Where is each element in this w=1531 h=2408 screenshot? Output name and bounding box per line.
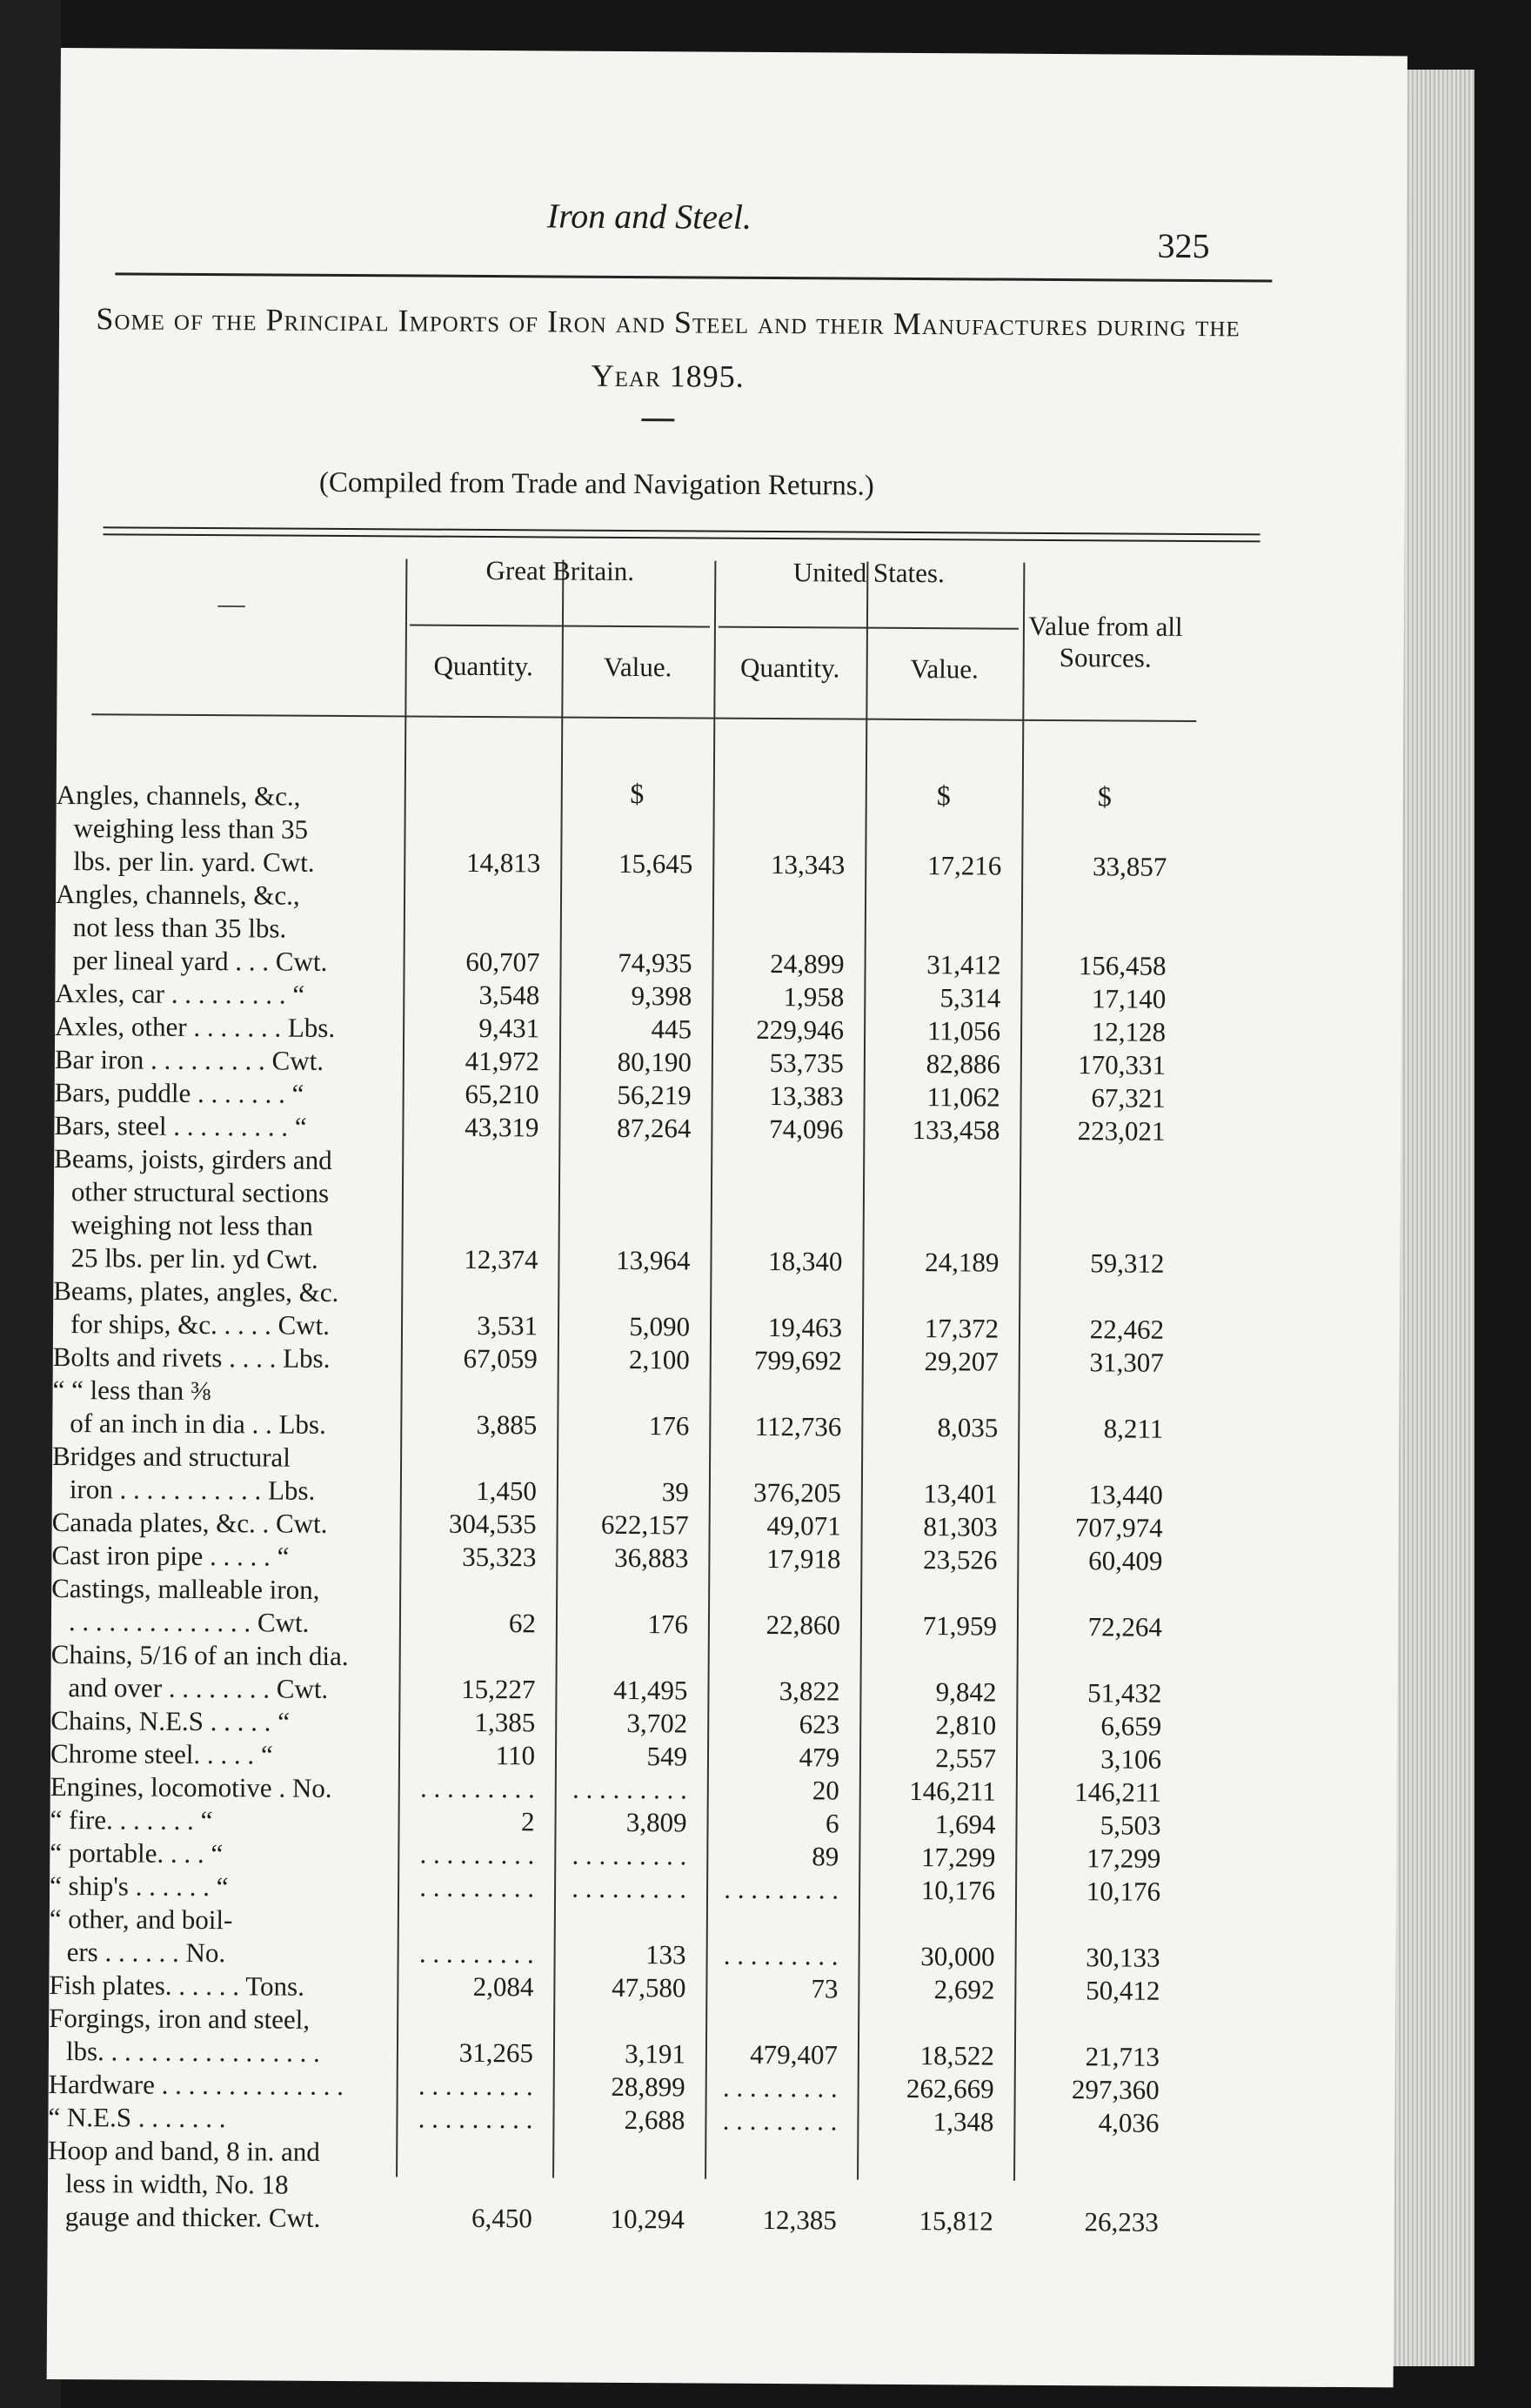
table-cell-gb-value: 15,645 bbox=[618, 847, 693, 880]
table-cell-total-value: 30,133 bbox=[1086, 1942, 1160, 1973]
row-label: weighing not less than bbox=[70, 1209, 313, 1241]
table-cell-us-quantity: 19,463 bbox=[767, 1311, 843, 1343]
row-label: Canada plates, &c. . Cwt. bbox=[51, 1506, 328, 1539]
table-cell-gb-quantity: 3,885 bbox=[476, 1408, 538, 1441]
table-cell-gb-quantity: 12,374 bbox=[464, 1243, 538, 1275]
table-cell-gb-value: 176 bbox=[647, 1609, 689, 1640]
row-label: Hardware . . . . . . . . . . . . . . bbox=[48, 2068, 344, 2102]
table-cell-total-value: 50,412 bbox=[1086, 1975, 1160, 2006]
row-label: for ships, &c. . . . . Cwt. bbox=[70, 1308, 331, 1341]
table-cell-us-value: 81,303 bbox=[923, 1511, 998, 1542]
table-cell-gb-value: 445 bbox=[651, 1013, 692, 1045]
row-label: Engines, locomotive . No. bbox=[50, 1770, 332, 1803]
table-cell-us-quantity: 112,736 bbox=[754, 1410, 842, 1442]
table-cell-us-value: 31,412 bbox=[926, 949, 1001, 980]
row-label: less in width, No. 18 bbox=[64, 2168, 289, 2200]
table-cell-gb-quantity: 31,265 bbox=[458, 2037, 534, 2069]
table-cell-total-value: 297,360 bbox=[1071, 2074, 1160, 2105]
table-cell-us-quantity: . . . . . . . . . bbox=[722, 2104, 838, 2137]
table-cell-gb-value: 74,935 bbox=[618, 946, 692, 979]
table-cell-total-value: 4,036 bbox=[1098, 2107, 1160, 2138]
table-cell-gb-value: 5,090 bbox=[629, 1311, 691, 1342]
table-cell-gb-value: 13,964 bbox=[616, 1244, 691, 1276]
running-title: Iron and Steel. bbox=[546, 196, 752, 237]
table-cell-us-value: 82,886 bbox=[926, 1048, 1000, 1080]
table-cell-total-value: 170,331 bbox=[1078, 1049, 1166, 1080]
table-cell-us-quantity: 799,692 bbox=[753, 1344, 842, 1376]
row-label: “ fire. . . . . . . “ bbox=[50, 1803, 213, 1836]
table-cell-total-value: 223,021 bbox=[1077, 1115, 1166, 1147]
row-label: Hoop and band, 8 in. and bbox=[48, 2134, 320, 2167]
table-cell-us-quantity: 1,958 bbox=[783, 981, 845, 1013]
column-header-total-value: Value from all Sources. bbox=[1028, 610, 1183, 673]
row-label: lbs. . . . . . . . . . . . . . . . . bbox=[65, 2036, 320, 2068]
header-rule bbox=[115, 272, 1272, 282]
gb-group-rule bbox=[410, 624, 710, 627]
table-cell-us-value: 262,669 bbox=[906, 2072, 994, 2104]
table-cell-gb-quantity: 3,548 bbox=[478, 979, 540, 1011]
table-cell-gb-value: 80,190 bbox=[617, 1046, 692, 1078]
table-cell-gb-quantity: 67,059 bbox=[463, 1342, 538, 1375]
column-header-gb-value: Value. bbox=[603, 651, 672, 683]
table-cell-us-value: 9,842 bbox=[935, 1676, 997, 1708]
row-label: Beams, joists, girders and bbox=[54, 1142, 332, 1175]
table-cell-total-value: 17,140 bbox=[1091, 983, 1167, 1014]
table-cell-total-value: 8,211 bbox=[1103, 1413, 1164, 1444]
table-cell-gb-value: 549 bbox=[646, 1741, 688, 1772]
table-cell-us-value: 15,812 bbox=[919, 2205, 993, 2237]
table-cell-gb-value: 87,264 bbox=[617, 1112, 692, 1144]
table-cell-gb-quantity: 1,450 bbox=[476, 1475, 537, 1507]
table-cell-gb-value: 622,157 bbox=[600, 1508, 689, 1541]
table-cell-gb-value: 3,702 bbox=[626, 1708, 688, 1739]
row-label: . . . . . . . . . . . . . . Cwt. bbox=[68, 1606, 310, 1638]
table-cell-us-value: 2,557 bbox=[935, 1742, 997, 1774]
table-cell-total-value: 707,974 bbox=[1074, 1512, 1163, 1543]
column-header-us-value: Value. bbox=[910, 652, 979, 685]
table-cell-total-value: 51,432 bbox=[1087, 1677, 1162, 1709]
table-heading: Some of the Principal Imports of Iron and Steel and their Manufactures during the Year 1895. bbox=[96, 301, 1240, 394]
table-cell-us-quantity: 24,899 bbox=[770, 948, 845, 980]
table-cell-us-quantity: 73 bbox=[811, 1973, 839, 2004]
table-cell-us-quantity: 376,205 bbox=[753, 1476, 841, 1508]
row-label: Angles, channels, &c., bbox=[55, 878, 300, 911]
table-cell-gb-value: . . . . . . . . . bbox=[572, 1839, 687, 1871]
table-cell-total-value: 72,264 bbox=[1087, 1611, 1163, 1642]
page-number: 325 bbox=[1157, 225, 1210, 266]
table-cell-us-quantity: . . . . . . . . . bbox=[722, 2071, 838, 2104]
table-cell-gb-value: 10,294 bbox=[610, 2203, 685, 2235]
row-label: Forgings, iron and steel, bbox=[49, 2002, 311, 2035]
row-label: Beams, plates, angles, &c. bbox=[53, 1274, 339, 1308]
table-cell-gb-value: 41,495 bbox=[613, 1674, 688, 1706]
group-header-united-states: United States. bbox=[792, 557, 945, 589]
table-cell-us-quantity: 22,860 bbox=[766, 1609, 841, 1641]
row-label: and over . . . . . . . . Cwt. bbox=[68, 1672, 329, 1704]
table-cell-gb-value: . . . . . . . . . bbox=[572, 1872, 687, 1904]
table-cell-gb-value: 133 bbox=[645, 1939, 686, 1970]
table-cell-gb-value: 28,899 bbox=[611, 2070, 685, 2103]
table-cell-gb-quantity: . . . . . . . . . bbox=[419, 1772, 535, 1804]
table-cell-gb-quantity: 35,323 bbox=[462, 1541, 537, 1573]
table-cell-gb-quantity: 2,084 bbox=[472, 1970, 534, 2003]
table-cell-total-value: 33,857 bbox=[1092, 851, 1167, 882]
row-label: weighing less than 35 bbox=[73, 813, 309, 845]
table-cell-gb-quantity: 15,227 bbox=[461, 1673, 536, 1705]
table-cell-us-quantity: . . . . . . . . . bbox=[724, 1873, 839, 1905]
row-label: ers . . . . . . No. bbox=[66, 1936, 226, 1969]
us-group-rule bbox=[719, 626, 1019, 630]
table-cell-us-value: 1,694 bbox=[934, 1809, 996, 1840]
table-cell-gb-quantity: 3,531 bbox=[477, 1309, 538, 1341]
table-cell-gb-quantity: 41,972 bbox=[465, 1045, 540, 1077]
table-cell-us-quantity: 12,385 bbox=[762, 2204, 837, 2236]
table-cell-total-value: 3,106 bbox=[1100, 1743, 1162, 1775]
table-cell-total-value: 17,299 bbox=[1086, 1843, 1161, 1874]
table-cell-gb-quantity: 14,813 bbox=[465, 846, 541, 879]
group-header-great-britain: Great Britain. bbox=[485, 554, 635, 587]
table-cell-us-quantity: 479,407 bbox=[750, 2038, 839, 2070]
table-cell-us-value: 8,035 bbox=[937, 1412, 999, 1443]
table-cell-us-quantity: 623 bbox=[799, 1709, 840, 1740]
table-cell-us-value: 24,189 bbox=[925, 1247, 999, 1278]
currency-symbol-gb-value: $ bbox=[630, 778, 645, 810]
row-label: Castings, malleable iron, bbox=[51, 1572, 320, 1605]
table-cell-gb-value: 56,219 bbox=[617, 1079, 692, 1111]
header-bottom-rule bbox=[91, 713, 1196, 722]
table-cell-total-value: 31,307 bbox=[1089, 1347, 1164, 1378]
row-label: other structural sections bbox=[70, 1176, 330, 1208]
table-cell-us-value: 11,056 bbox=[926, 1015, 1001, 1047]
row-label: “ other, and boil- bbox=[49, 1903, 233, 1936]
table-cell-us-quantity: . . . . . . . . . bbox=[723, 1939, 839, 1971]
table-cell-us-quantity: 229,946 bbox=[756, 1013, 845, 1046]
table-cell-total-value: 13,440 bbox=[1088, 1479, 1163, 1510]
row-label: per lineal yard . . . Cwt. bbox=[72, 945, 328, 977]
table-cell-gb-value: 9,398 bbox=[631, 980, 692, 1012]
table-cell-total-value: 146,211 bbox=[1074, 1776, 1161, 1808]
table-cell-us-value: 29,207 bbox=[924, 1346, 999, 1377]
row-label: “ ship's . . . . . . “ bbox=[49, 1870, 229, 1903]
column-header-gb-quantity: Quantity. bbox=[433, 650, 533, 682]
table-cell-gb-value: 2,100 bbox=[628, 1344, 690, 1375]
heading-dash bbox=[641, 418, 674, 421]
table-cell-gb-quantity: . . . . . . . . . bbox=[418, 1937, 534, 1970]
row-label: “ portable. . . . “ bbox=[50, 1836, 224, 1870]
table-cell-us-quantity: 18,340 bbox=[768, 1245, 843, 1277]
table-cell-us-quantity: 20 bbox=[812, 1775, 839, 1806]
table-cell-total-value: 12,128 bbox=[1091, 1016, 1167, 1047]
table-cell-us-quantity: 53,735 bbox=[769, 1047, 844, 1079]
table-cell-us-value: 17,372 bbox=[924, 1313, 999, 1344]
table-cell-total-value: 10,176 bbox=[1086, 1876, 1161, 1907]
table-cell-gb-value: . . . . . . . . . bbox=[572, 1773, 687, 1805]
table-cell-gb-quantity: . . . . . . . . . bbox=[419, 1838, 535, 1870]
table-cell-us-quantity: 6 bbox=[825, 1808, 839, 1839]
row-label: not less than 35 lbs. bbox=[72, 912, 287, 944]
stub-header: — bbox=[217, 588, 245, 619]
table-cell-us-quantity: 89 bbox=[812, 1841, 839, 1872]
table-cell-gb-quantity: . . . . . . . . . bbox=[418, 2070, 533, 2102]
table-cell-us-value: 5,314 bbox=[939, 982, 1001, 1013]
currency-symbol-total-value: $ bbox=[1097, 780, 1112, 813]
row-label: iron . . . . . . . . . . . Lbs. bbox=[69, 1474, 316, 1506]
table-cell-gb-value: 3,191 bbox=[625, 2038, 686, 2070]
table-cell-gb-quantity: 2 bbox=[520, 1806, 535, 1837]
row-label: lbs. per lin. yard. Cwt. bbox=[73, 846, 315, 878]
row-label: “ “ less than ⅜ bbox=[52, 1374, 211, 1407]
row-label: Angles, channels, &c., bbox=[56, 779, 301, 812]
table-cell-total-value: 22,462 bbox=[1089, 1314, 1165, 1345]
table-cell-us-quantity: 17,918 bbox=[766, 1542, 841, 1575]
table-cell-us-value: 23,526 bbox=[923, 1544, 998, 1575]
table-cell-gb-quantity: 6,450 bbox=[471, 2202, 532, 2234]
row-label: Bar iron . . . . . . . . . Cwt. bbox=[54, 1043, 324, 1076]
table-cell-us-quantity: 3,822 bbox=[779, 1676, 840, 1707]
table-cell-us-value: 2,692 bbox=[933, 1974, 995, 2005]
table-cell-us-value: 1,348 bbox=[933, 2106, 994, 2137]
table-cell-total-value: 156,458 bbox=[1078, 950, 1167, 981]
table-cell-gb-quantity: 110 bbox=[495, 1740, 536, 1771]
row-label: of an inch in dia . . Lbs. bbox=[70, 1408, 326, 1440]
row-label: gauge and thicker. Cwt. bbox=[64, 2201, 321, 2233]
row-label: Chains, 5/16 of an inch dia. bbox=[50, 1638, 349, 1672]
table-cell-us-value: 30,000 bbox=[920, 1941, 995, 1972]
table-cell-gb-quantity: 9,431 bbox=[478, 1012, 540, 1044]
row-label: Axles, car . . . . . . . . . “ bbox=[55, 977, 305, 1010]
table-cell-total-value: 21,713 bbox=[1085, 2041, 1160, 2072]
table-cell-gb-value: 47,580 bbox=[612, 1971, 686, 2003]
row-label: Bridges and structural bbox=[52, 1440, 291, 1473]
row-label: Chrome steel. . . . . “ bbox=[50, 1737, 273, 1770]
table-cell-us-value: 2,810 bbox=[935, 1709, 997, 1741]
row-label: Bars, puddle . . . . . . . “ bbox=[54, 1076, 304, 1109]
table-cell-gb-quantity: 65,210 bbox=[465, 1078, 539, 1110]
table-cell-us-quantity: 49,071 bbox=[766, 1509, 841, 1542]
row-label: “ N.E.S . . . . . . . bbox=[48, 2101, 226, 2134]
row-label: 25 lbs. per lin. yd Cwt. bbox=[70, 1242, 318, 1274]
row-label: Chains, N.E.S . . . . . “ bbox=[50, 1704, 291, 1737]
row-label: Fish plates. . . . . . Tons. bbox=[49, 1969, 305, 2002]
row-label: Axles, other . . . . . . . Lbs. bbox=[55, 1010, 336, 1043]
table-cell-us-value: 71,959 bbox=[922, 1610, 998, 1642]
table-cell-us-value: 13,401 bbox=[923, 1478, 998, 1509]
table-top-rule-2 bbox=[104, 533, 1260, 542]
table-cell-gb-quantity: 62 bbox=[508, 1608, 537, 1639]
table-cell-gb-quantity: 60,707 bbox=[465, 946, 540, 978]
row-label: Bars, steel . . . . . . . . . “ bbox=[54, 1109, 307, 1142]
table-cell-gb-quantity: 43,319 bbox=[465, 1111, 539, 1143]
table-cell-us-value: 133,458 bbox=[912, 1114, 1000, 1146]
currency-symbol-us-value: $ bbox=[936, 779, 951, 812]
row-label: Bolts and rivets . . . . Lbs. bbox=[52, 1341, 331, 1374]
table-cell-total-value: 26,233 bbox=[1084, 2206, 1159, 2237]
table-cell-us-quantity: 479 bbox=[799, 1742, 840, 1773]
table-cell-gb-value: 2,688 bbox=[624, 2104, 685, 2136]
table-cell-total-value: 5,503 bbox=[1100, 1809, 1161, 1841]
table-cell-us-value: 10,176 bbox=[920, 1875, 996, 1906]
table-cell-gb-quantity: 1,385 bbox=[474, 1706, 536, 1738]
table-cell-gb-quantity: . . . . . . . . . bbox=[418, 2103, 533, 2135]
row-label: Cast iron pipe . . . . . “ bbox=[51, 1539, 290, 1572]
table-cell-us-value: 146,211 bbox=[909, 1775, 996, 1807]
table-cell-gb-value: 36,883 bbox=[614, 1542, 689, 1574]
table-cell-gb-value: 176 bbox=[648, 1410, 690, 1441]
table-cell-us-quantity: 74,096 bbox=[769, 1113, 844, 1145]
table-cell-total-value: 60,409 bbox=[1088, 1545, 1163, 1576]
book-page bbox=[47, 48, 1407, 2387]
table-cell-us-quantity: 13,343 bbox=[770, 849, 846, 880]
table-cell-us-quantity: 13,383 bbox=[769, 1080, 844, 1112]
table-cell-gb-value: 39 bbox=[661, 1476, 689, 1508]
table-subheading: (Compiled from Trade and Navigation Returns.) bbox=[318, 466, 874, 502]
table-cell-us-value: 17,216 bbox=[926, 850, 1002, 881]
table-cell-us-value: 11,062 bbox=[926, 1081, 1000, 1113]
table-cell-us-value: 17,299 bbox=[920, 1842, 996, 1873]
table-cell-us-value: 18,522 bbox=[919, 2040, 995, 2071]
table-cell-total-value: 59,312 bbox=[1090, 1247, 1165, 1279]
table-cell-gb-quantity: . . . . . . . . . bbox=[419, 1871, 535, 1903]
table-cell-total-value: 67,321 bbox=[1091, 1082, 1166, 1114]
table-cell-total-value: 6,659 bbox=[1100, 1710, 1162, 1742]
table-cell-gb-value: 3,809 bbox=[625, 1807, 687, 1838]
table-cell-gb-quantity: 304,535 bbox=[448, 1508, 537, 1540]
column-header-us-quantity: Quantity. bbox=[739, 652, 840, 684]
